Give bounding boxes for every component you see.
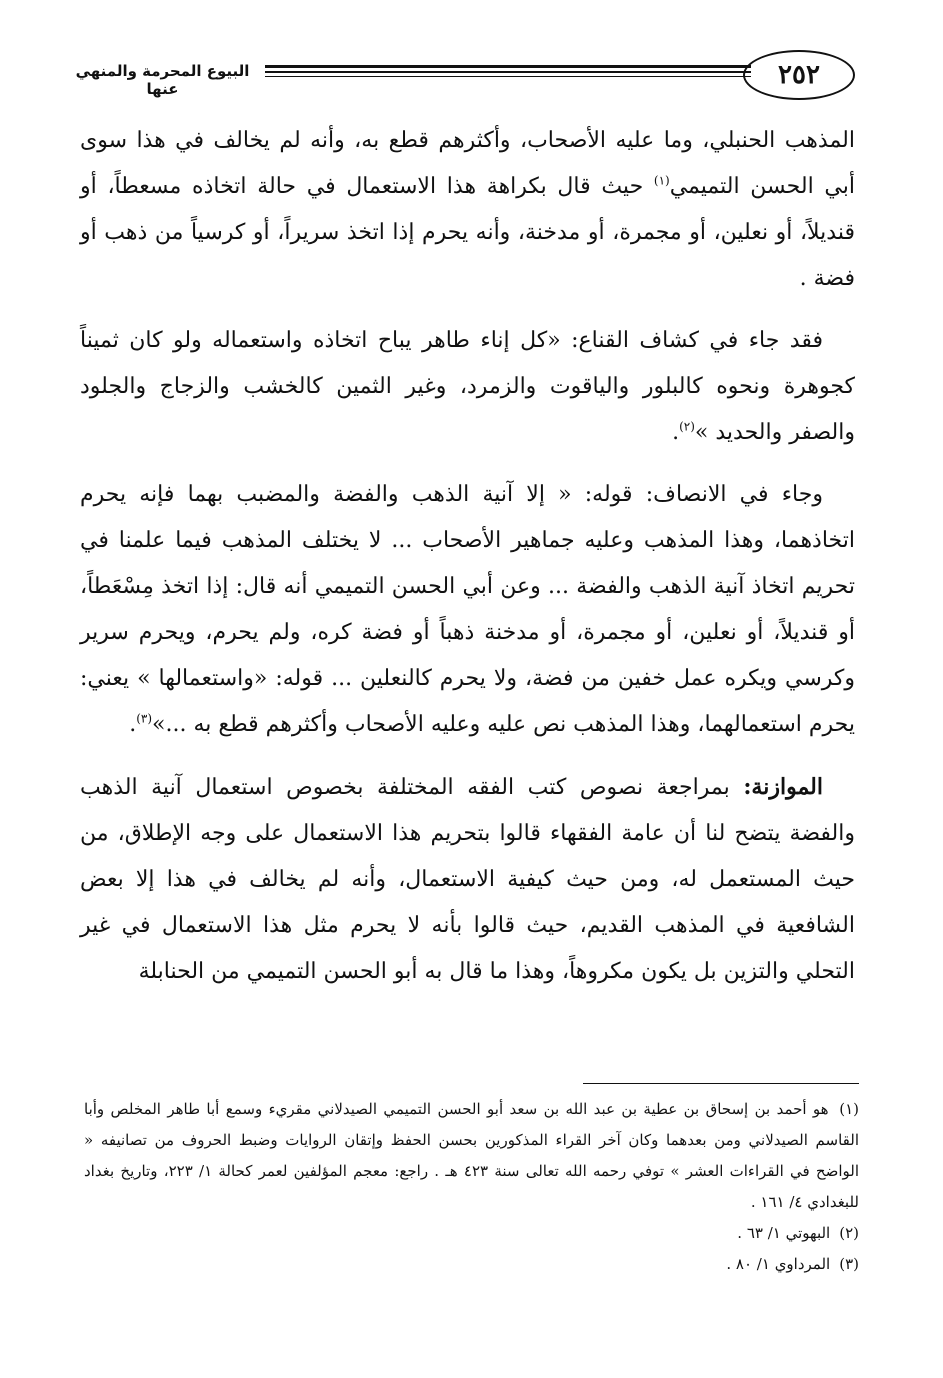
paragraph-3: وجاء في الانصاف: قوله: « إلا آنية الذهب والفضة والمضبب بهما فإنه يحرم اتخاذهما، وهذا المذهب وعليه جماهير الأصحاب ... لا يختلف المذهب فيما علمنا في تحريم اتخاذ آنية الذهب والفضة ... وعن أبي الحسن التميمي أنه قال: إذا اتخذ مِسْعَطاً، أو قنديلاً، أو نعلين، أو مجمرة، أو مدخنة ذهباً أو فضة كره، ولم يحرم، ويحرم سرير وكرسي ويكره عمل خفين من فضة، ولا يحرم كالنعلين ... قوله: «واستعمالها » يعني: يحرم استعمالهما، وهذا المذهب نص عليه وعليه الأصحاب وأكثرهم قطع به ...»$^{(٣)}$.	[80, 482, 855, 737]
running-title: البيوع المحرمة والمنهي عنها	[75, 62, 250, 98]
page-number: ٢٥٢	[743, 50, 855, 100]
footnotes	[84, 1094, 859, 1280]
paragraph-4: الموازنة: بمراجعة نصوص كتب الفقه المختلفة بخصوص استعمال آنية الذهب والفضة يتضح لنا أن عامة الفقهاء قالوا بتحريم هذا الاستعمال على وجه الإطلاق، من حيث المستعمل له، ومن حيث كيفية الاستعمال، وأنه لم يخالف في هذا إلا بعض الشافعية في المذهب القديم، حيث قالوا بأنه لا يحرم مثل هذا الاستعمال في غير التحلي والتزين بل يكون مكروهاً، وهذا ما قال به أبو الحسن التميمي من الحنابلة	[80, 774, 855, 984]
footnote-separator	[583, 1083, 859, 1084]
footnote-ref-3[interactable]: (٣)	[136, 711, 153, 726]
paragraph-2: فقد جاء في كشاف القناع: «كل إناء طاهر يباح اتخاذه واستعماله ولو كان ثميناً كجوهرة ونحوه كالبلور والياقوت والزمرد، وغير الثمين كالخشب والزجاج والجلود والصفر والحديد »$^{(٢)}$.	[80, 328, 855, 445]
section-lead: الموازنة:	[743, 774, 823, 800]
footnote-ref-1[interactable]: (١)	[653, 173, 670, 188]
footnote-1: (١) هو أحمد بن إسحاق بن عطية بن عبد الله بن سعد أبو الحسن التميمي الصيدلاني مقريء وسمع أبا طاهر المخلص وأبا القاسم الصيدلاني ومن بعدهما وكان آخر القراء المذكورين بحسن الحفظ وإتقان الروايات وضبط الحروف من تصانيفه « الواضح في القراءات العشر » توفي رحمه الله تعالى سنة ٤٢٣ هـ . راجع: معجم المؤلفين لعمر كحالة ١/ ٢٢٣، وتاريخ بغداد للبغدادي ٤/ ١٦١ .	[84, 1100, 859, 1211]
footnote-3: (٣) المرداوي ١/ ٨٠ .	[726, 1255, 859, 1273]
running-header	[60, 50, 855, 104]
paragraph-1: المذهب الحنبلي، وما عليه الأصحاب، وأكثرهم قطع به، وأنه لم يخالف في هذا سوى أبي الحسن التميمي$^{(١)}$ حيث قال بكراهة هذا الاستعمال في حالة اتخاذه مسعطاً، أو قنديلاً، أو نعلين، أو مجمرة، أو مدخنة، وأنه يحرم إذا اتخذ سريراً، أو كرسياً من ذهب أو فضة .	[80, 128, 855, 291]
footnote-2: (٢) البهوتي ١/ ٦٣ .	[737, 1224, 859, 1242]
main-text	[80, 118, 855, 1011]
header-rules	[265, 65, 751, 77]
footnote-ref-2[interactable]: (٢)	[679, 419, 695, 434]
